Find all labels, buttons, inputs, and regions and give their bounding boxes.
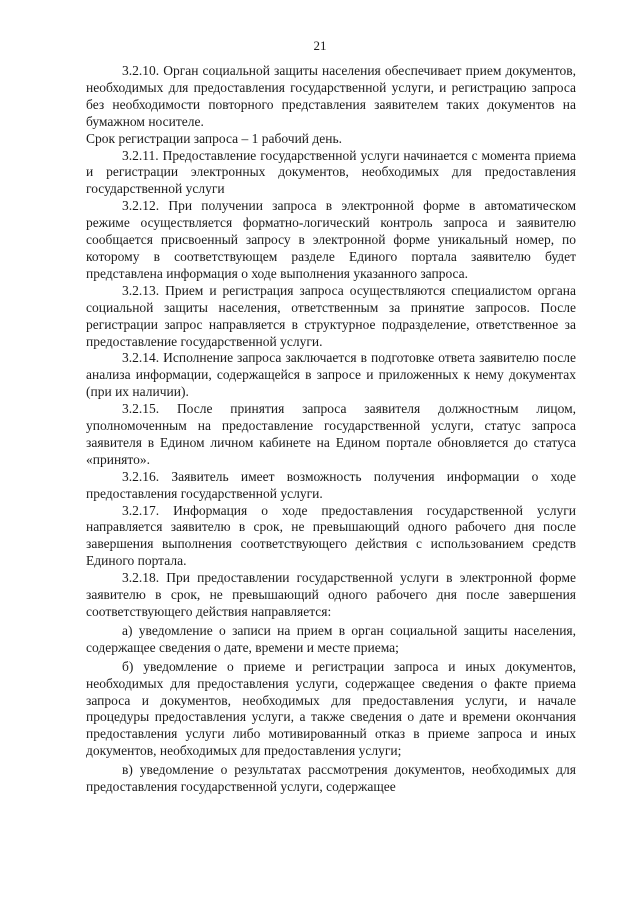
list-item-v: в) уведомление о результатах рассмотрения документов, необходимых для предоставления государственной услуги, содержащее bbox=[86, 762, 576, 795]
paragraph-3-2-15: 3.2.15. После принятия запроса заявителя должностным лицом, уполномоченным на предоставление государственной услуги, статус запроса заявителя в Едином личном кабинете на Едином портале обновляется до статуса «принято». bbox=[86, 401, 576, 467]
paragraph-3-2-13: 3.2.13. Прием и регистрация запроса осуществляются специалистом органа социальной защиты населения, ответственным за принятие запросов. После регистрации запрос направляется в структурное подразделение, ответственное за предоставление государственной услуги. bbox=[86, 282, 576, 349]
paragraph-registration-term: Срок регистрации запроса – 1 рабочий день. bbox=[86, 130, 343, 146]
document-body bbox=[86, 63, 576, 796]
paragraph-3-2-11: 3.2.11. Предоставление государственной услуги начинается с момента приема и регистрации электронных документов, необходимых для предоставления государственной услуги bbox=[86, 147, 576, 197]
page-number: 21 bbox=[313, 38, 327, 53]
list-item-b: б) уведомление о приеме и регистрации запроса и иных документов, необходимых для предоставления услуги, содержащее сведения о факте приема запроса и документов, необходимых для предоставления услуги, и начале процедуры предоставления услуги, а также сведения о дате и времени окончания предоставления услуги либо мотивированный отказ в приеме запроса и иных документов, необходимых для предоставления услуги; bbox=[86, 658, 576, 759]
list-item-a: а) уведомление о записи на прием в орган социальной защиты населения, содержащее сведения о дате, времени и месте приема; bbox=[86, 622, 576, 655]
paragraph-3-2-18: 3.2.18. При предоставлении государственной услуги в электронной форме заявителю в срок, не превышающий одного рабочего дня после завершения соответствующего действия направляется: bbox=[86, 570, 576, 619]
paragraph-3-2-17: 3.2.17. Информация о ходе предоставления государственной услуги направляется заявителю в срок, не превышающий одного рабочего дня после завершения выполнения соответствующего действия с использованием средств Единого портала. bbox=[86, 502, 576, 569]
paragraph-3-2-12: 3.2.12. При получении запроса в электронной форме в автоматическом режиме осуществляется форматно-логический контроль запроса и заявителю сообщается присвоенный запросу в электронной форме уникальный номер, по которому в соответствующем разделе Единого портала заявителю будет представлена информация о ходе выполнения указанного запроса. bbox=[86, 198, 576, 281]
paragraph-3-2-10: 3.2.10. Орган социальной защиты населения обеспечивает прием документов, необходимых для предоставления государственной услуги, и регистрацию запроса без необходимости повторного представления заявителем таких документов на бумажном носителе. bbox=[86, 63, 576, 129]
paragraph-3-2-14: 3.2.14. Исполнение запроса заключается в подготовке ответа заявителю после анализа информации, содержащейся в запросе и приложенных к нему документах (при их наличии). bbox=[86, 350, 576, 400]
paragraph-3-2-16: 3.2.16. Заявитель имеет возможность получения информации о ходе предоставления государственной услуги. bbox=[86, 468, 576, 501]
